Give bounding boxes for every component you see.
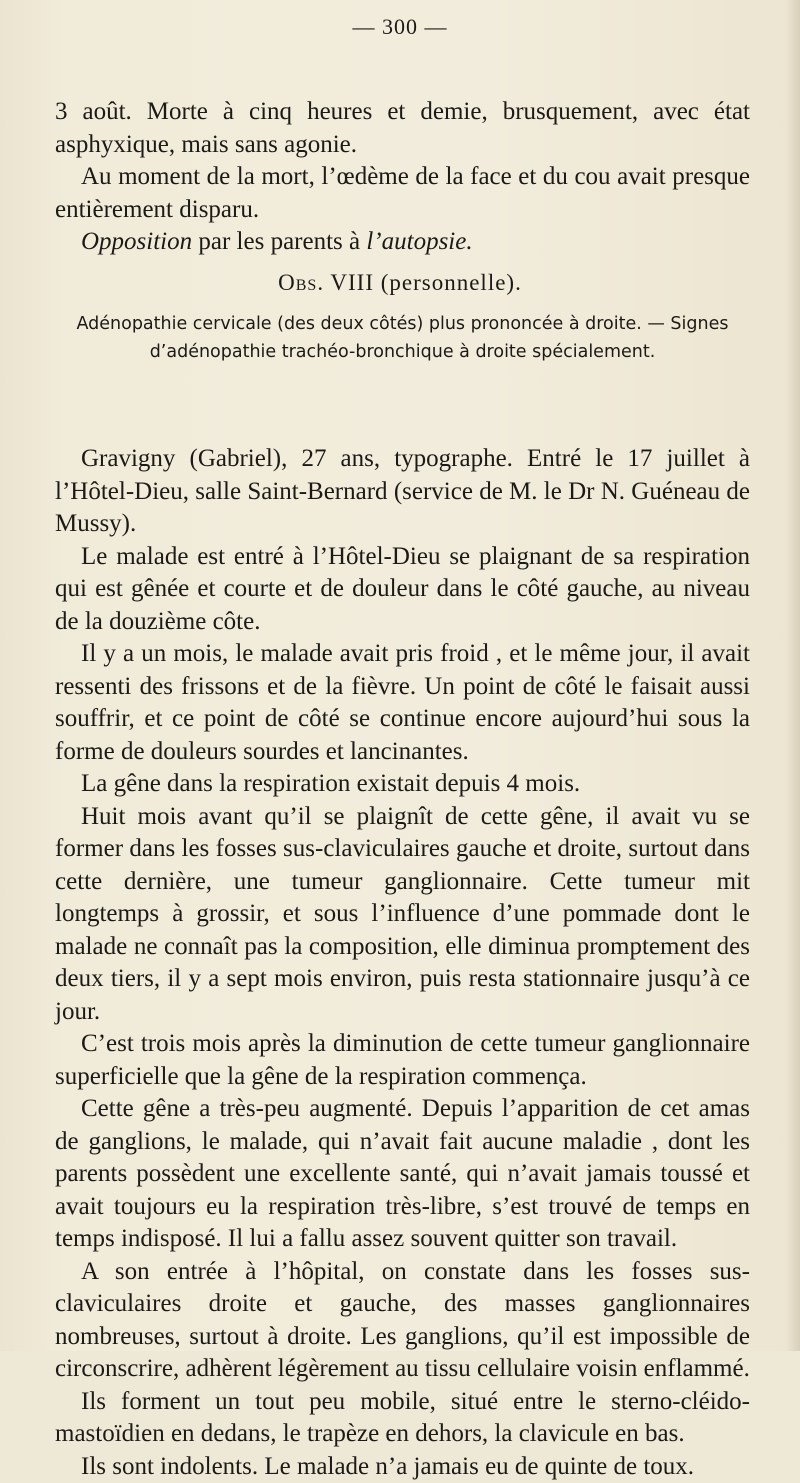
paragraph-progression: Cette gêne a très-peu augmenté. Depuis l’apparition de cet amas de ganglions, le malade, qui n’avait fait aucune maladie , dont les parents possèdent une excellente santé, qui n’avait jamais toussé et avait toujours eu la respiration très-libre, s’est trouvé de temps en temps indisposé. Il lui a fallu assez souvent quitter son travail. xyxy=(55,1093,750,1256)
observation-qualifier: (personnelle). xyxy=(381,270,522,295)
page-number: — 300 — xyxy=(0,14,800,40)
paragraph-history: Il y a un mois, le malade avait pris froid , et le même jour, il avait ressenti des frissons et de la fièvre. Un point de côté le faisait aussi souffrir, et ce point de côté se continue encore aujourd’hui sous la forme de douleurs sourdes et lancinantes. xyxy=(55,638,750,768)
observation-heading xyxy=(0,270,800,296)
observation-summary: Adénopathie cervicale (des deux côtés) plus prononcée à droite. — Signes d’adénopathie trachéo-bronchique à droite spécialement. xyxy=(55,310,750,366)
paragraph-patient-intro: Gravigny (Gabriel), 27 ans, typographe. Entré le 17 juillet à l’Hôtel-Dieu, salle Saint-Bernard (service de M. le Dr N. Guéneau de Mussy). xyxy=(55,443,750,541)
paragraph-indolent: Ils sont indolents. Le malade n’a jamais eu de quinte de toux. xyxy=(55,1451,750,1483)
paragraph-breathing: La gêne dans la respiration existait depuis 4 mois. xyxy=(55,768,750,801)
paragraph-admission: Le malade est entré à l’Hôtel-Dieu se plaignant de sa respiration qui est gênée et courte et de douleur dans le côté gauche, au niveau de la douzième côte. xyxy=(55,541,750,639)
paragraph-location: Ils forment un tout peu mobile, situé entre le sterno-cléido-mastoïdien en dedans, le trapèze en dehors, la clavicule en bas. xyxy=(55,1386,750,1451)
autopsy-italic: l’autopsie. xyxy=(366,228,472,255)
paragraph-onset: C’est trois mois après la diminution de cette tumeur ganglionnaire superficielle que la gêne de la respiration commença. xyxy=(55,1028,750,1093)
paragraph-examination: A son entrée à l’hôpital, on constate dans les fosses sus-claviculaires droite et gauche, des masses ganglionnaires nombreuses, surtout à droite. Les ganglions, qu’il est impossible de circonscrire, adhèrent légèrement au tissu cellulaire voisin enflammé. xyxy=(55,1256,750,1386)
opposition-text: par les parents à xyxy=(192,228,366,255)
top-text-block xyxy=(55,96,750,259)
observation-label: Obs. VIII xyxy=(278,270,374,295)
paragraph-oedema: Au moment de la mort, l’œdème de la face et du cou avait presque entièrement disparu. xyxy=(55,161,750,226)
paragraph-tumour: Huit mois avant qu’il se plaignît de cette gêne, il avait vu se former dans les fosses sus-claviculaires gauche et droite, surtout dans cette dernière, une tumeur ganglionnaire. Cette tumeur mit longtemps à grossir, et sous l’influence d’une pommade dont le malade ne connaît pas la composition, elle diminua promptement des deux tiers, il y a sept mois environ, puis resta stationnaire jusqu’à ce jour. xyxy=(55,801,750,1029)
opposition-italic: Opposition xyxy=(81,228,192,255)
page-edge-shadow xyxy=(786,0,800,1351)
paragraph-opposition xyxy=(55,226,750,259)
paragraph-death-date: 3 août. Morte à cinq heures et demie, brusquement, avec état asphyxique, mais sans agonie. xyxy=(55,96,750,161)
main-text-block xyxy=(55,443,750,1483)
